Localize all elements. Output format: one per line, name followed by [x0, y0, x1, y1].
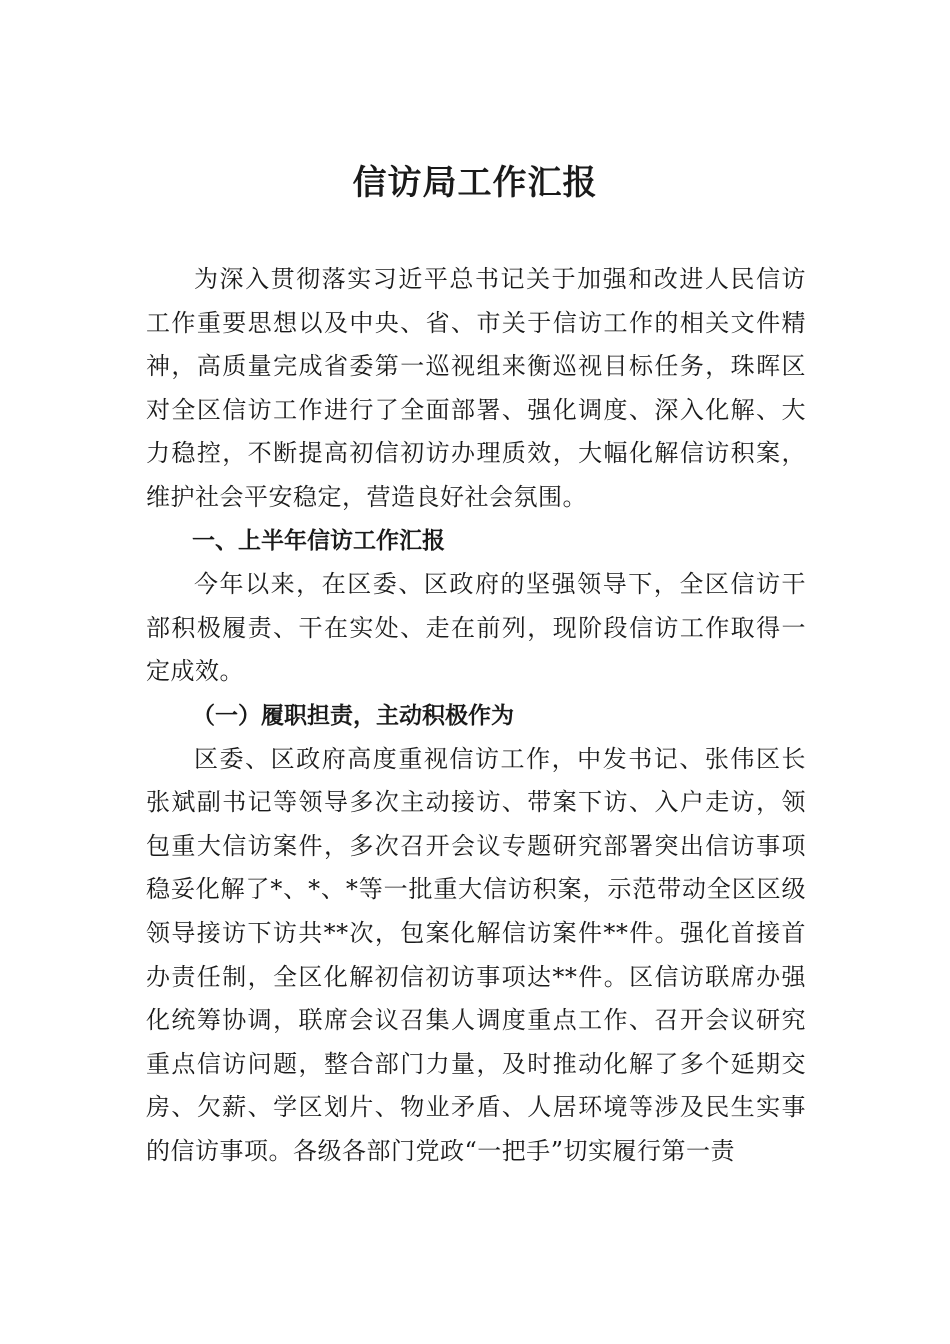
subsection-paragraph: 区委、区政府高度重视信访工作，中发书记、张伟区长张斌副书记等领导多次主动接访、带案下访、入户走访，领包重大信访案件，多次召开会议专题研究部署突出信访事项稳妥化解了*、*、*等一批重大信访积案，示范带动全区区级领导接访下访共**次，包案化解信访案件**件。强化首接首办责任制，全区化解初信初访事项达**件。区信访联席办强化统筹协调，联席会议召集人调度重点工作、召开会议研究重点信访问题，整合部门力量，及时推动化解了多个延期交房、欠薪、学区划片、物业矛盾、人居环境等涉及民生实事的信访事项。各级各部门党政“一把手”切实履行第一责: [146, 744, 806, 1165]
document-title: 信访局工作汇报: [352, 163, 598, 203]
document-body: [146, 258, 806, 1173]
subsection-heading: （一）履职担责，主动积极作为: [192, 701, 514, 729]
intro-paragraph: 为深入贯彻落实习近平总书记关于加强和改进人民信访工作重要思想以及中央、省、市关于信访工作的相关文件精神，高质量完成省委第一巡视组来衡巡视目标任务，珠晖区对全区信访工作进行了全面部署、强化调度、深入化解、大力稳控，不断提高初信初访办理质效，大幅化解信访积案，维护社会平安稳定，营造良好社会氛围。: [146, 265, 806, 511]
section-heading: 一、上半年信访工作汇报: [192, 527, 445, 554]
section-paragraph: 今年以来，在区委、区政府的坚强领导下，全区信访干部积极履责、干在实处、走在前列，现阶段信访工作取得一定成效。: [146, 570, 806, 686]
